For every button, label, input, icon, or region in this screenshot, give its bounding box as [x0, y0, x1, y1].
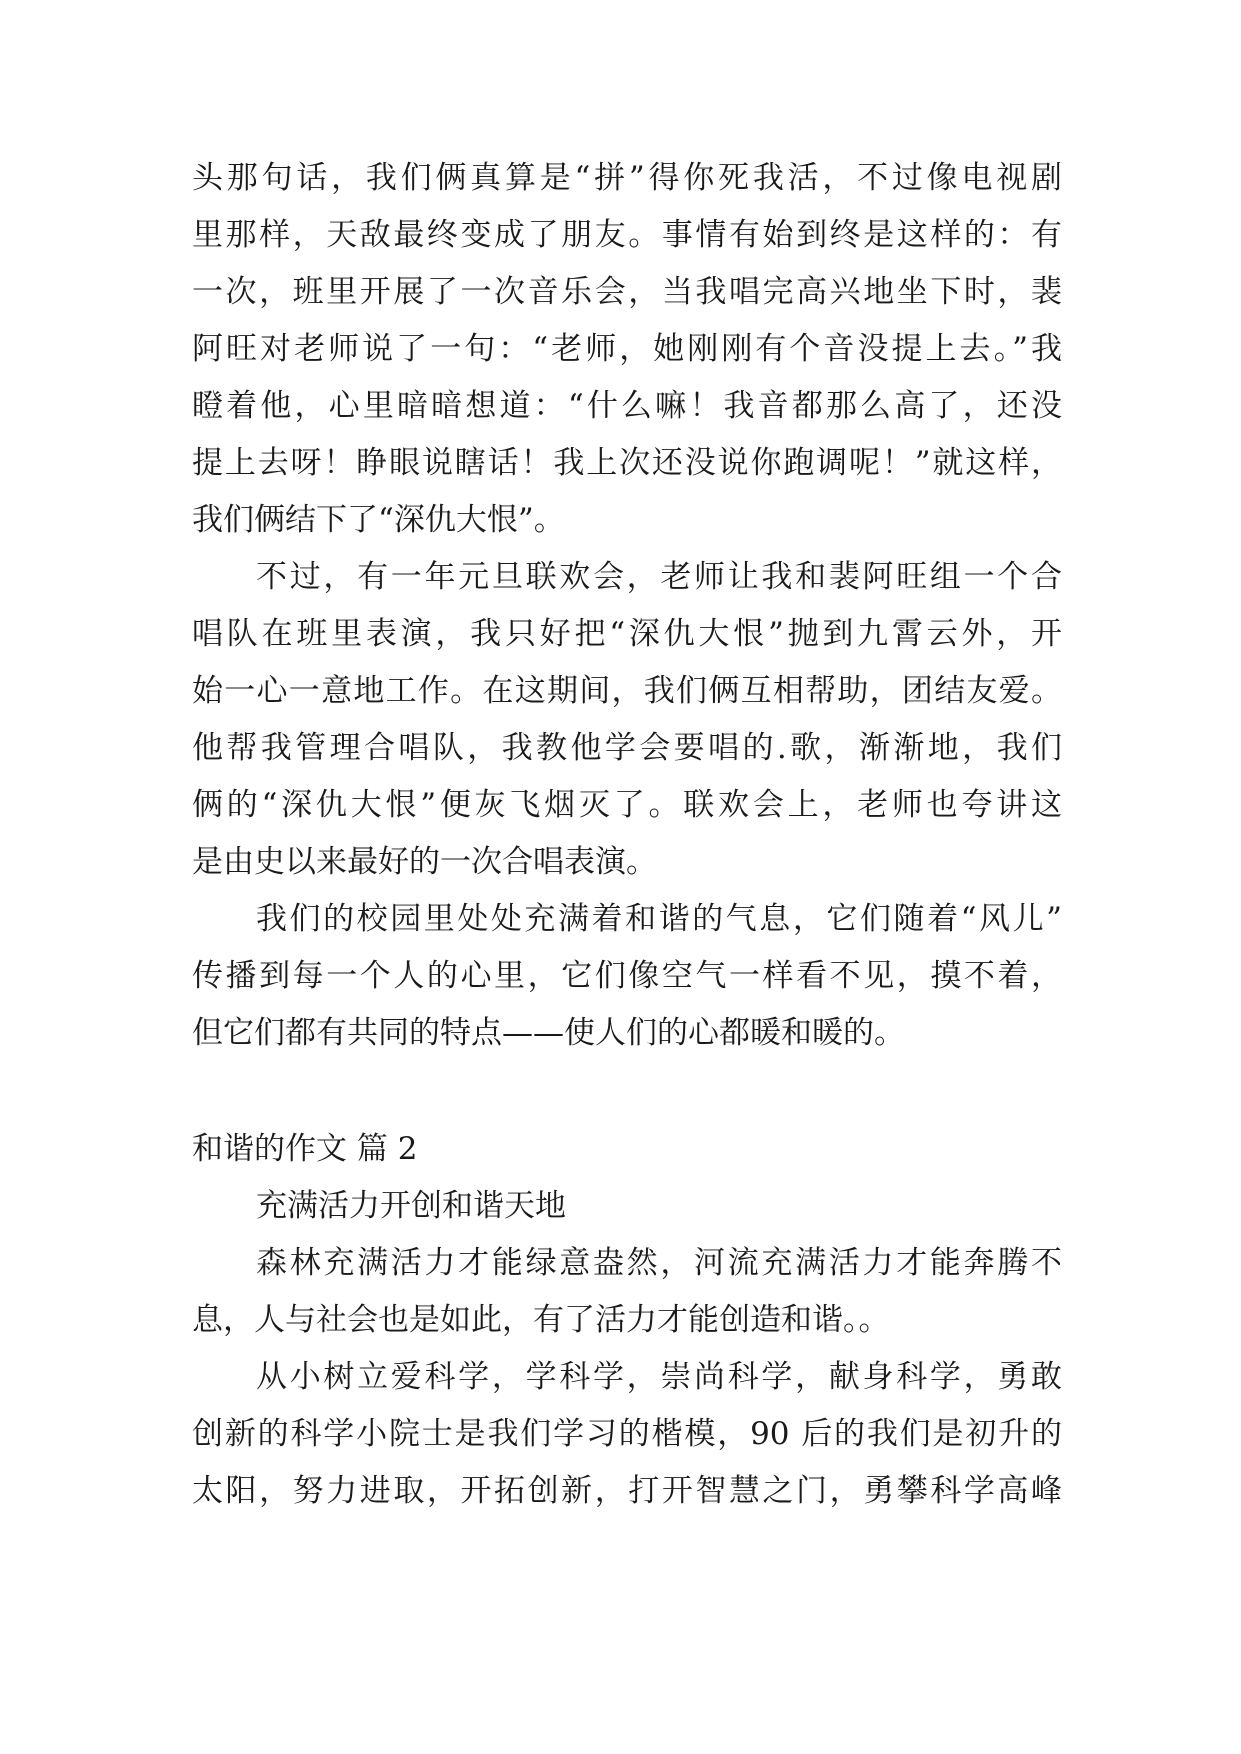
paragraph-line: 提上去呀！睁眼说瞎话！我上次还没说你跑调呢！”就这样， — [192, 445, 1062, 481]
paragraph-line: 传播到每一个人的心里，它们像空气一样看不见，摸不着， — [192, 958, 1062, 994]
paragraph-line: 俩的“深仇大恨”便灰飞烟灭了。联欢会上，老师也夸讲这 — [192, 787, 1062, 823]
paragraph-line: 始一心一意地工作。在这期间，我们俩互相帮助，团结友爱。 — [192, 673, 1062, 709]
paragraph-line: 里那样，天敌最终变成了朋友。事情有始到终是这样的：有 — [192, 217, 1062, 253]
paragraph-line: 不过，有一年元旦联欢会，老师让我和裴阿旺组一个合 — [256, 559, 1062, 595]
article-title: 充满活力开创和谐天地 — [256, 1188, 566, 1224]
paragraph-line: 我们俩结下了“深仇大恨”。 — [192, 502, 565, 538]
paragraph-line: 息，人与社会也是如此，有了活力才能创造和谐。。 — [192, 1302, 890, 1338]
paragraph-line: 唱队在班里表演，我只好把“深仇大恨”抛到九霄云外，开 — [192, 616, 1062, 652]
paragraph-line: 太阳，努力进取，开拓创新，打开智慧之门，勇攀科学高峰 — [192, 1473, 1062, 1509]
paragraph-line: 是由史以来最好的一次合唱表演。 — [192, 844, 657, 880]
paragraph-line: 我们的校园里处处充满着和谐的气息，它们随着“风儿” — [256, 901, 1062, 937]
paragraph-line: 创新的科学小院士是我们学习的楷模，90 后的我们是初升的 — [192, 1416, 1062, 1452]
section-heading: 和谐的作文 篇 2 — [192, 1131, 418, 1167]
paragraph-line: 一次，班里开展了一次音乐会，当我唱完高兴地坐下时，裴 — [192, 274, 1062, 310]
paragraph-line: 阿旺对老师说了一句：“老师，她刚刚有个音没提上去。”我 — [192, 331, 1062, 367]
paragraph-line: 瞪着他，心里暗暗想道：“什么嘛！我音都那么高了，还没 — [192, 388, 1062, 424]
paragraph-line: 森林充满活力才能绿意盎然，河流充满活力才能奔腾不 — [256, 1245, 1062, 1281]
paragraph-line: 头那句话，我们俩真算是“拼”得你死我活，不过像电视剧 — [192, 160, 1062, 196]
paragraph-line: 但它们都有共同的特点——使人们的心都暖和暖的。 — [192, 1015, 905, 1051]
paragraph-line: 从小树立爱科学，学科学，崇尚科学，献身科学，勇敢 — [256, 1359, 1062, 1395]
paragraph-line: 他帮我管理合唱队，我教他学会要唱的.歌，渐渐地，我们 — [192, 730, 1062, 766]
